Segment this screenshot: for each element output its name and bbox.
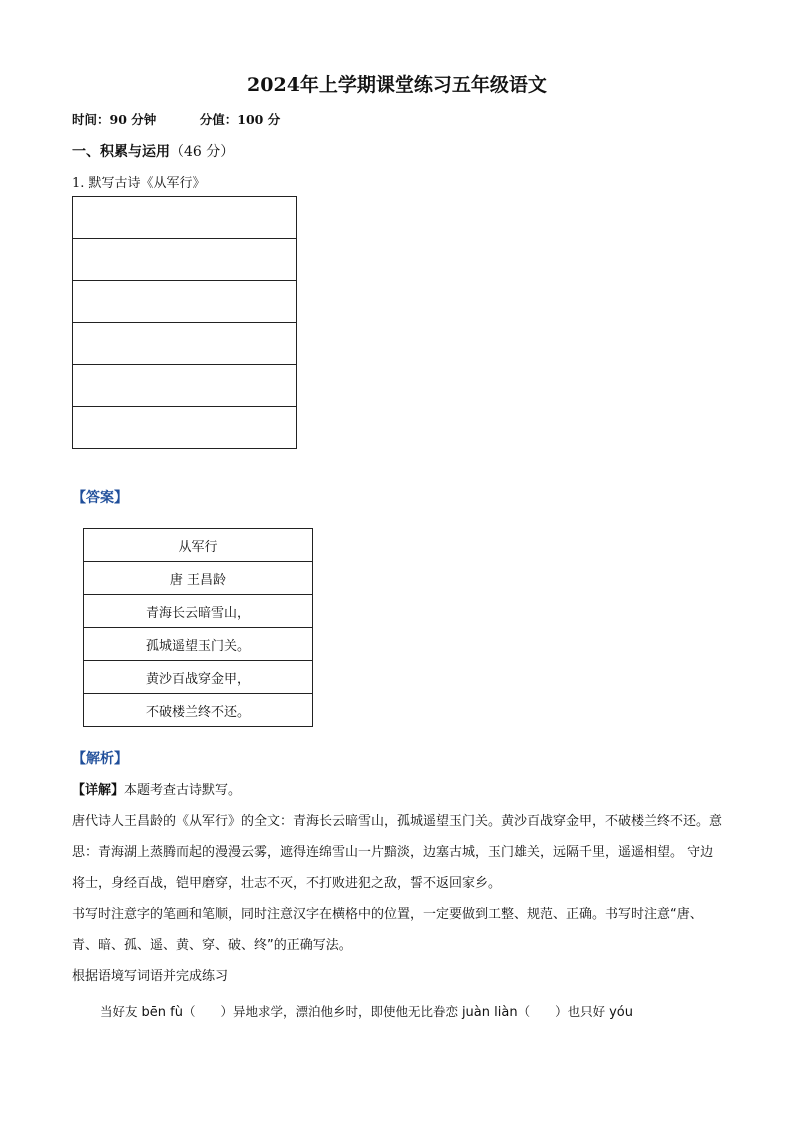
pinyin-you: yóu [609, 1005, 633, 1020]
exercise-part-2[interactable]: （ ）异地求学，漂泊他乡时，即使他无比眷恋 [182, 1004, 458, 1019]
answer-blank-table [72, 196, 297, 449]
pinyin-juanlian: juàn liàn [461, 1005, 518, 1020]
analysis-tag: 【解析】 [72, 751, 128, 767]
blank-row[interactable] [73, 365, 297, 407]
question-1: 1. 默写古诗《从军行》 [72, 176, 206, 191]
blank-row[interactable] [73, 281, 297, 323]
detail-label: 【详解】 [72, 783, 125, 798]
exercise-part-1: 当好友 [100, 1004, 138, 1019]
answer-line: 孤城遥望玉门关。 [84, 628, 313, 661]
exercise-sentence [100, 1002, 730, 1020]
answer-table [83, 528, 313, 727]
detail-text: 本题考查古诗默写。 [124, 783, 242, 798]
section-label: 一、积累与运用 [72, 144, 170, 160]
section-points: （46 分） [170, 144, 235, 160]
score-info: 分值：100 分 [199, 112, 281, 127]
answer-line: 黄沙百战穿金甲， [84, 661, 313, 694]
blank-row[interactable] [73, 239, 297, 281]
answer-line: 不破楼兰终不还。 [84, 694, 313, 727]
exam-meta [72, 110, 280, 128]
writing-note: 书写时注意字的笔画和笔顺，同时注意汉字在横格中的位置，一定要做到工整、规范、正确。书写时注意“唐、青、暗、孤、遥、黄、穿、破、终”的正确写法。 [72, 907, 703, 953]
blank-row[interactable] [73, 407, 297, 449]
pinyin-benfu: bēn fù [141, 1005, 183, 1020]
answer-line: 青海长云暗雪山， [84, 595, 313, 628]
page-title: 2024年上学期课堂练习五年级语文 [247, 74, 547, 96]
exercise-part-3[interactable]: （ ）也只好 [517, 1004, 606, 1019]
answer-author: 唐 王昌龄 [84, 562, 313, 595]
blank-row[interactable] [73, 323, 297, 365]
answer-tag: 【答案】 [72, 490, 128, 506]
answer-poem-title: 从军行 [84, 529, 313, 562]
detail-line [72, 775, 722, 806]
poem-explanation: 唐代诗人王昌龄的《从军行》的全文：青海长云暗雪山，孤城遥望玉门关。黄沙百战穿金甲，不破楼兰终不还。意思：青海湖上蒸腾而起的漫漫云雾，遮得连绵雪山一片黯淡，边塞古城，玉门雄关，远隔千里，遥遥相望。 守边将士，身经百战，铠甲磨穿，壮志不灭，不打败进犯之敌，誓不返回家乡。 [72, 814, 723, 891]
blank-row[interactable] [73, 197, 297, 239]
exercise-instruction: 根据语境写词语并完成练习 [72, 969, 229, 984]
time-info: 时间：90 分钟 [72, 112, 157, 127]
section-heading [72, 141, 234, 161]
